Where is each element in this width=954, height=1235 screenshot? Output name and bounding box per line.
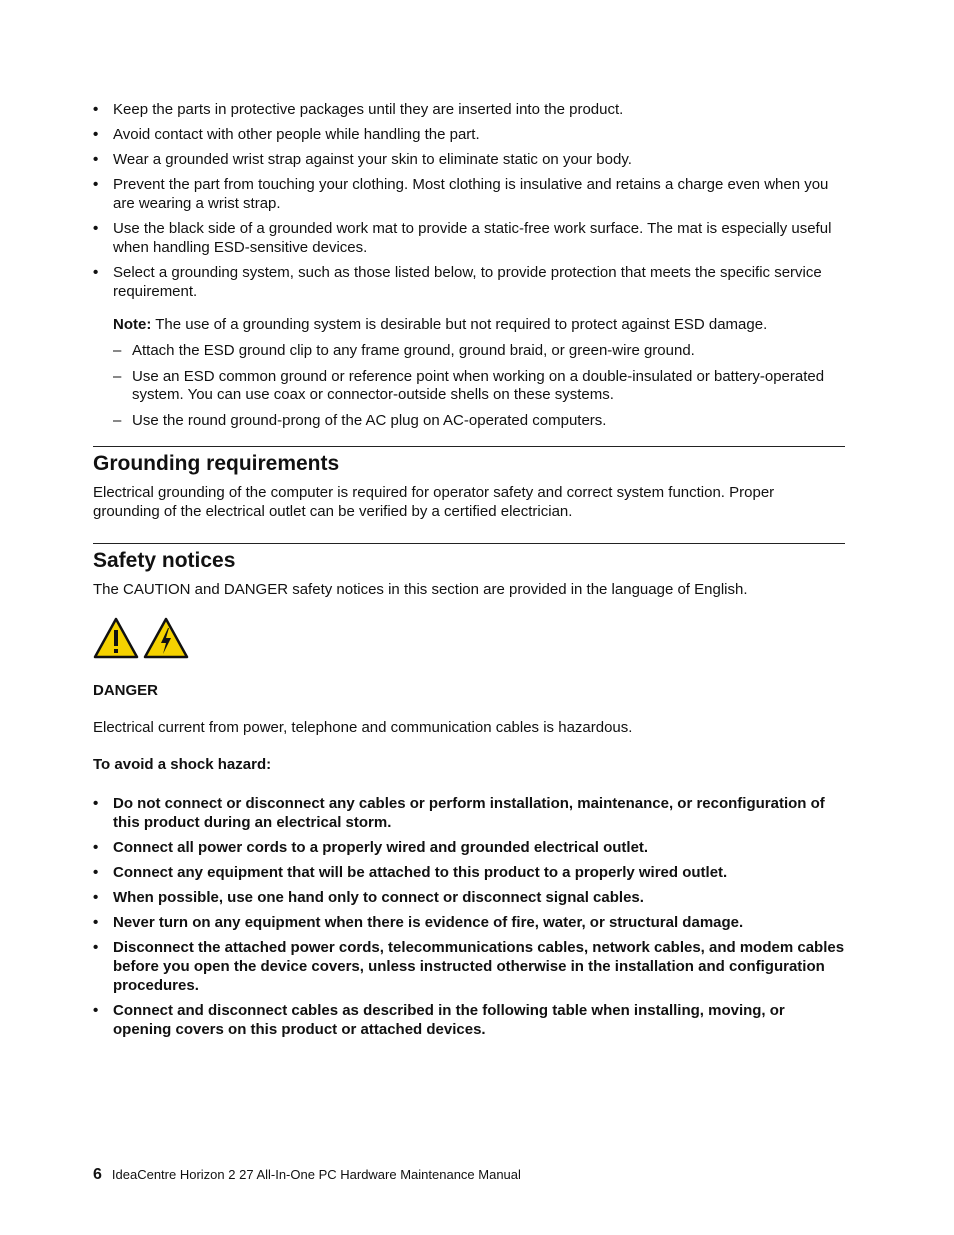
safety-text: The CAUTION and DANGER safety notices in this section are provided in the language of English. [93,581,748,598]
page-footer [93,1165,521,1184]
list-item: • Do not connect or disconnect any cables or perform installation, maintenance, or reconfiguration of this product during an electrical storm. [93,795,825,831]
list-item: • Prevent the part from touching your clothing. Most clothing is insulative and retains a charge even when you are wearing a wrist strap. [93,176,829,212]
list-item: • Connect any equipment that will be attached to this product to a properly wired outlet. [93,864,728,881]
section-heading-grounding: Grounding requirements [93,452,340,475]
list-item: • Connect and disconnect cables as described in the following table when installing, moving, or opening covers on this product or attached devices. [93,1002,785,1038]
list-item: • Connect all power cords to a properly wired and grounded electrical outlet. [93,839,649,856]
note-text: The use of a grounding system is desirable but not required to protect against ESD damage. [151,316,768,333]
grounding-section [93,446,845,521]
danger-text: Electrical current from power, telephone and communication cables is hazardous. [93,719,633,736]
list-item: • Select a grounding system, such as those listed below, to provide protection that meets the specific service requirement. [93,264,822,300]
list-item: • Avoid contact with other people while handling the part. [93,126,480,143]
page-number: 6 [93,1166,102,1183]
list-item: • Use the black side of a grounded work mat to provide a static-free work surface. The mat is especially useful when handling ESD-sensitive devices. [93,220,832,256]
shock-hazard-list [93,794,845,1039]
section-heading-safety: Safety notices [93,549,236,572]
safety-section [93,543,845,599]
hazard-icons [93,617,845,661]
list-item: • Wear a grounded wrist strap against your skin to eliminate static on your body. [93,151,632,168]
list-item: • When possible, use one hand only to connect or disconnect signal cables. [93,889,644,906]
grounding-text: Electrical grounding of the computer is required for operator safety and correct system function. Proper grounding of the electrical outlet can be verified by a certified electrician. [93,484,775,520]
grounding-options-list [113,342,845,430]
exclamation-warning-icon [93,617,139,659]
list-item: – Use an ESD common ground or reference point when working on a double-insulated or battery-operated system. You can use coax or connector-outside shells on these systems. [113,368,825,403]
page-content [93,100,845,1045]
note-label: Note: [113,316,152,333]
esd-precautions-list [93,100,845,301]
note-paragraph [113,315,845,334]
list-item: • Disconnect the attached power cords, telecommunications cables, network cables, and modem cables before you open the device covers, unless instructed otherwise in the installation and configuration procedures. [93,939,845,994]
shock-hazard-heading: To avoid a shock hazard: [93,756,272,773]
list-item: • Keep the parts in protective packages until they are inserted into the product. [93,101,624,118]
list-item: • Never turn on any equipment when there is evidence of fire, water, or structural damage. [93,914,744,931]
document-title: IdeaCentre Horizon 2 27 All-In-One PC Hardware Maintenance Manual [111,1167,521,1182]
danger-heading: DANGER [93,682,159,699]
electrical-hazard-icon [143,617,189,659]
list-item: – Use the round ground-prong of the AC plug on AC-operated computers. [113,412,607,429]
list-item: – Attach the ESD ground clip to any frame ground, ground braid, or green-wire ground. [113,342,695,359]
